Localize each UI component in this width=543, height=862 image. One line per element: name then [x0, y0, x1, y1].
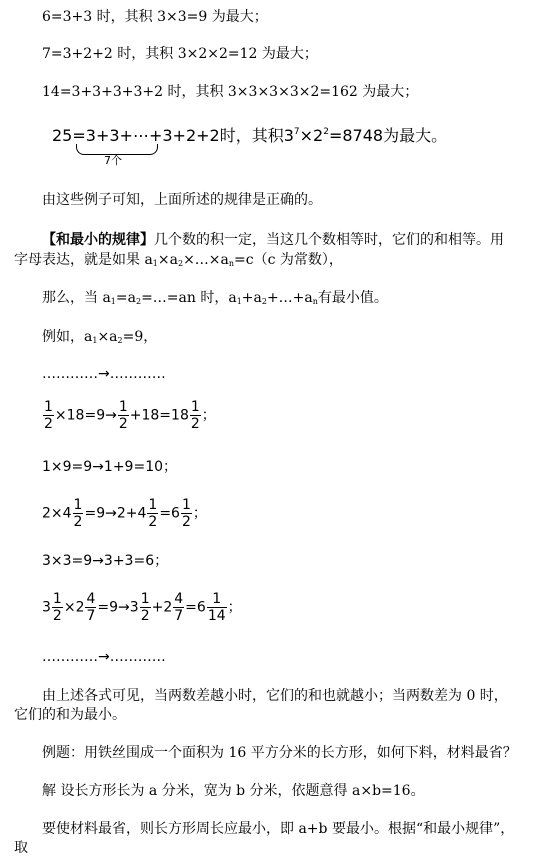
numerator: 1 — [140, 591, 150, 607]
numerator: 1 — [118, 399, 128, 415]
subscript: 1 — [92, 336, 98, 345]
equation-25 — [52, 123, 447, 146]
denominator: 14 — [207, 608, 226, 624]
text-seg: 有最小值。 — [317, 290, 388, 306]
denominator: 2 — [181, 514, 191, 530]
math-seg: =9→2+4 — [84, 505, 147, 522]
fraction-equation-1 — [42, 399, 216, 432]
text-line: 解 设长方形长为 a 分米，宽为 b 分米，依题意得 a×b=16。 — [42, 783, 425, 799]
denominator: 7 — [86, 608, 96, 624]
eq-exp2: 2 — [323, 127, 329, 137]
math-seg: =6 — [185, 599, 206, 616]
text-line: 由上述各式可见，当两数差越小时，它们的和也就越小；当两数差为 0 时， — [42, 688, 508, 704]
eq-end: =8748为最大。 — [328, 126, 448, 145]
numerator: 1 — [44, 399, 53, 415]
text-line: 取 — [14, 840, 28, 856]
numerator: 1 — [181, 497, 191, 513]
subscript: 1 — [152, 259, 158, 268]
numerator: 1 — [52, 591, 62, 607]
text-line — [14, 251, 343, 273]
subscript: 1 — [236, 297, 242, 306]
math-seg: =6 — [159, 505, 180, 522]
subscript: n — [228, 259, 235, 268]
numerator: 4 — [174, 591, 184, 607]
text-seg: ×a — [97, 329, 118, 345]
math-seg: ； — [201, 407, 216, 424]
numerator: 4 — [86, 591, 96, 607]
text-line: 由这些例子可知，上面所述的规律是正确的。 — [42, 192, 322, 208]
text-line: 例题：用铁丝围成一个面积为 16 平方分米的长方形，如何下料，材料最省？ — [42, 745, 517, 761]
ellipsis-arrow: …………→………… — [42, 649, 166, 665]
eq-times: ×2 — [299, 126, 324, 145]
numerator: 1 — [73, 497, 83, 513]
fraction-equation-2 — [42, 497, 207, 530]
text-line: 14=3+3+3+3+2 时，其积 3×3×3×3×2=162 为最大； — [42, 84, 419, 100]
text-line — [42, 328, 157, 350]
denominator: 2 — [44, 416, 53, 432]
equation-line: 3×3=9→3+3=6； — [42, 553, 169, 569]
text-line: 7=3+2+2 时，其积 3×2×2=12 为最大； — [42, 46, 318, 62]
fraction — [173, 591, 184, 624]
eq-exp1: 7 — [293, 127, 300, 137]
math-seg: +18=18 — [129, 407, 189, 424]
numerator: 1 — [148, 497, 158, 513]
fraction — [118, 399, 129, 432]
subscript: n — [312, 297, 318, 306]
subscript: 2 — [177, 259, 184, 268]
fraction — [43, 399, 54, 432]
eq-over-brace: 3+3+⋯+3 — [85, 126, 173, 145]
text-seg: =c（c 为常数）， — [234, 252, 343, 268]
text-seg: +…+a — [266, 290, 313, 306]
rule-heading: 【和最小的规律】 — [42, 232, 154, 248]
equation-line: 1×9=9→1+9=10； — [42, 459, 178, 475]
fraction — [73, 497, 84, 530]
text-line — [42, 289, 388, 311]
math-seg: +2 — [151, 599, 173, 616]
eq-rest: +2+2时，其积3 — [172, 126, 294, 145]
text-seg: 字母表达，就是如果 a — [14, 252, 153, 268]
text-seg: =a — [115, 290, 136, 306]
subscript: 2 — [117, 336, 123, 345]
text-line: 6=3+3 时，其积 3×3=9 为最大； — [42, 9, 268, 25]
denominator: 7 — [174, 608, 184, 624]
math-seg: 3 — [42, 599, 51, 616]
denominator: 2 — [190, 416, 200, 432]
math-seg: ； — [192, 505, 207, 522]
subscript: 1 — [110, 297, 116, 306]
math-seg: ×18=9→ — [54, 407, 117, 424]
rule-heading-line — [42, 231, 504, 249]
text-line: 要使材料最省，则长方形周长应最小，即 a+b 要最小。根据“和最小规律”， — [42, 821, 515, 837]
text-seg: =9， — [122, 329, 158, 345]
math-seg: =9→3 — [97, 599, 139, 616]
numerator: 1 — [190, 399, 200, 415]
fraction-equation-3 — [42, 591, 242, 624]
fraction — [140, 591, 151, 624]
text-seg: 那么，当 a — [42, 290, 111, 306]
fraction — [207, 591, 227, 624]
text-seg: ×…×a — [183, 252, 229, 268]
ellipsis-arrow: …………→………… — [42, 366, 166, 382]
denominator: 2 — [73, 514, 83, 530]
denominator: 2 — [52, 608, 62, 624]
math-seg: ； — [227, 599, 242, 616]
numerator: 1 — [207, 591, 227, 608]
subscript: 2 — [261, 297, 267, 306]
eq-lhs: 25= — [52, 126, 86, 145]
text-seg: ×a — [157, 252, 178, 268]
rule-text: 几个数的积一定，当这几个数相等时，它们的和相等。用 — [154, 232, 504, 248]
fraction — [181, 497, 192, 530]
text-seg: =…=an 时，a — [141, 290, 237, 306]
denominator: 2 — [118, 416, 128, 432]
text-seg: 例如，a — [42, 329, 93, 345]
math-seg: 2×4 — [42, 505, 72, 522]
fraction — [85, 591, 96, 624]
fraction — [52, 591, 63, 624]
fraction — [190, 399, 201, 432]
subscript: 2 — [135, 297, 142, 306]
text-line: 它们的和为最小。 — [14, 707, 126, 723]
denominator: 2 — [148, 514, 158, 530]
fraction — [147, 497, 158, 530]
brace-label: 7个 — [104, 154, 122, 167]
math-seg: ×2 — [63, 599, 85, 616]
denominator: 2 — [140, 608, 150, 624]
text-seg: +a — [241, 290, 262, 306]
